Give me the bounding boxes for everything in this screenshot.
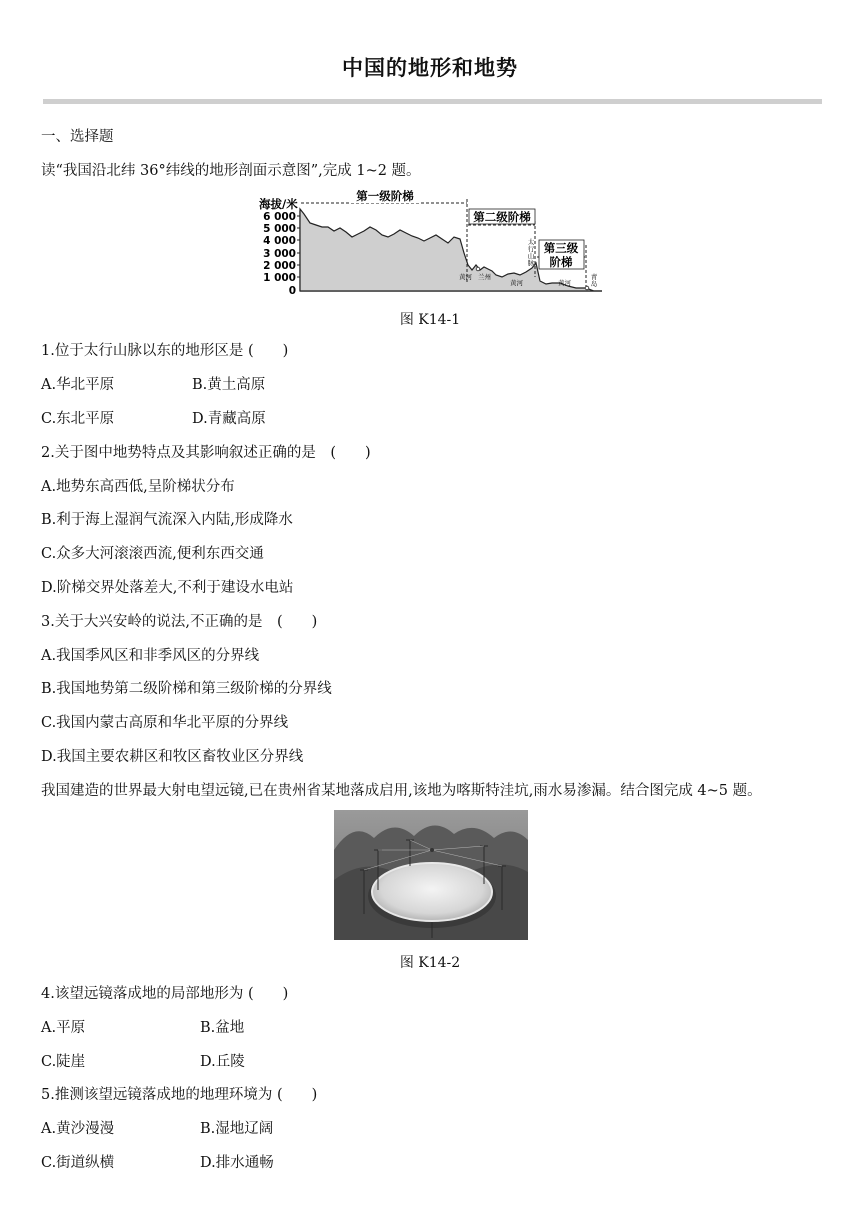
step1-label: 第一级阶梯 [356, 189, 414, 203]
question-4-option-a[interactable]: A.平原 [41, 1020, 86, 1036]
y-tick-label: 5 000 [263, 223, 296, 235]
question-3-option-c[interactable]: C.我国内蒙古高原和华北平原的分界线 [41, 715, 289, 731]
place-label-lanzhou: 兰州 [478, 273, 491, 281]
question-1-option-c[interactable]: C.东北平原 [41, 411, 115, 427]
place-label-qingdao: 青岛 [590, 273, 598, 288]
place-label-huanghe: 黄河 [459, 273, 472, 281]
title-divider [43, 99, 822, 104]
place-label-taihang: 太行山脉 [527, 238, 535, 267]
question-1-stem: 1.位于太行山脉以东的地形区是 ( ) [41, 343, 289, 359]
place-label-huanghe: 黄河 [558, 279, 571, 287]
intro-q4-5: 我国建造的世界最大射电望远镜,已在贵州省某地落成启用,该地为喀斯特洼坑,雨水易渗漏。结合图完成 4~5 题。 [41, 783, 762, 799]
y-tick-label: 6 000 [263, 211, 296, 223]
figure1-caption: 图 K14-1 [399, 312, 461, 328]
place-label-huanghe: 黄河 [510, 279, 523, 287]
question-3-option-d[interactable]: D.我国主要农耕区和牧区畜牧业区分界线 [41, 749, 304, 765]
question-5-option-d[interactable]: D.排水通畅 [200, 1155, 274, 1171]
question-2-option-d[interactable]: D.阶梯交界处落差大,不利于建设水电站 [41, 580, 294, 596]
y-tick-label: 2 000 [263, 260, 296, 272]
question-1-option-a[interactable]: A.华北平原 [41, 377, 115, 393]
question-2-option-c[interactable]: C.众多大河滚滚西流,便利东西交通 [41, 546, 264, 562]
y-axis-label: 海拔/米 [259, 197, 298, 211]
question-5-stem: 5.推测该望远镜落成地的地理环境为 ( ) [41, 1087, 318, 1103]
question-4-stem: 4.该望远镜落成地的局部地形为 ( ) [41, 986, 289, 1002]
question-5-option-b[interactable]: B.湿地辽阔 [200, 1121, 274, 1137]
question-3-option-b[interactable]: B.我国地势第二级阶梯和第三级阶梯的分界线 [41, 681, 332, 697]
intro-q1-2: 读“我国沿北纬 36°纬线的地形剖面示意图”,完成 1~2 题。 [41, 163, 421, 179]
section-heading: 一、选择题 [41, 129, 114, 145]
y-tick-label: 0 [288, 285, 296, 297]
question-4-option-c[interactable]: C.陡崖 [41, 1054, 86, 1070]
figure2-caption: 图 K14-2 [399, 955, 461, 971]
y-tick-label: 4 000 [263, 235, 296, 247]
y-tick-label: 3 000 [263, 248, 296, 260]
question-2-option-a[interactable]: A.地势东高西低,呈阶梯状分布 [41, 479, 235, 495]
page-title: 中国的地形和地势 [342, 56, 518, 80]
question-4-option-b[interactable]: B.盆地 [200, 1020, 245, 1036]
question-3-option-a[interactable]: A.我国季风区和非季风区的分界线 [41, 648, 260, 664]
question-4-option-d[interactable]: D.丘陵 [200, 1054, 245, 1070]
question-5-option-a[interactable]: A.黄沙漫漫 [41, 1121, 115, 1137]
step3-label-line1: 第三级 [543, 241, 579, 255]
question-1-option-b[interactable]: B.黄土高原 [192, 377, 266, 393]
question-3-stem: 3.关于大兴安岭的说法,不正确的是 ( ) [41, 614, 318, 630]
y-tick-label: 1 000 [263, 272, 296, 284]
radio-telescope-photo [334, 810, 528, 940]
terrain-profile-figure [256, 187, 606, 299]
question-2-stem: 2.关于图中地势特点及其影响叙述正确的是 ( ) [41, 445, 371, 461]
question-1-option-d[interactable]: D.青藏高原 [192, 411, 266, 427]
question-2-option-b[interactable]: B.利于海上湿润气流深入内陆,形成降水 [41, 512, 293, 528]
step3-label-line2: 阶梯 [549, 255, 573, 269]
step2-label: 第二级阶梯 [473, 210, 531, 224]
question-5-option-c[interactable]: C.街道纵横 [41, 1155, 115, 1171]
